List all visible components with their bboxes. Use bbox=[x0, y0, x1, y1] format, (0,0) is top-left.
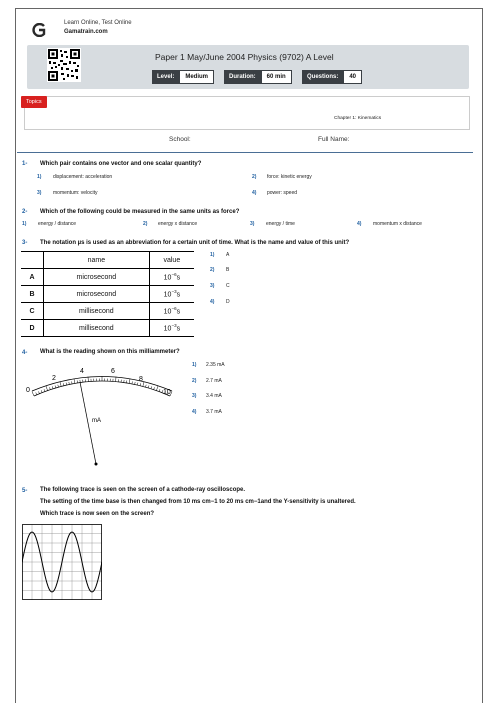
unit-value: $10^{-3}s$ bbox=[149, 320, 194, 337]
table-header-cell: value bbox=[149, 252, 194, 269]
unit-name: millisecond bbox=[44, 320, 150, 337]
row-label: D bbox=[21, 320, 44, 337]
option-number[interactable]: 2) bbox=[252, 174, 256, 180]
meter-unit-label: mA bbox=[92, 418, 101, 424]
brand-header[interactable] bbox=[24, 15, 244, 41]
option-text[interactable]: 3.4 mA bbox=[206, 393, 222, 399]
option-number[interactable]: 2) bbox=[192, 378, 196, 384]
option-text[interactable]: momentum: velocity bbox=[53, 190, 97, 196]
brand-tagline: Learn Online, Test Online bbox=[64, 20, 132, 26]
question-text: Which pair contains one vector and one scalar quantity? bbox=[40, 161, 201, 167]
question-text-line2: The setting of the time base is then changed from 10 ms cm−1 to 20 ms cm−1and the Y-sensitivity is unaltered. bbox=[40, 499, 356, 505]
scale-label-2: 2 bbox=[52, 375, 56, 382]
unit-value: $10^{-6}s$ bbox=[149, 269, 194, 286]
row-label: A bbox=[21, 269, 44, 286]
option-text[interactable]: 2.7 mA bbox=[206, 378, 222, 384]
option-number[interactable]: 1) bbox=[192, 362, 196, 368]
option-number[interactable]: 3) bbox=[37, 190, 41, 196]
unit-value: $10^{-6}s$ bbox=[149, 303, 194, 320]
topics-box bbox=[24, 96, 470, 130]
option-text[interactable]: 2.35 mA bbox=[206, 362, 225, 368]
gamatrain-logo-icon bbox=[32, 23, 46, 37]
option-number[interactable]: 3) bbox=[192, 393, 196, 399]
row-label: C bbox=[21, 303, 44, 320]
table-header-row bbox=[21, 252, 194, 269]
question-number: 2- bbox=[22, 209, 27, 215]
option-number[interactable]: 1) bbox=[22, 221, 26, 227]
table-row bbox=[21, 320, 194, 337]
option-text[interactable]: displacement: acceleration bbox=[53, 174, 112, 180]
duration-badge: Duration: 60 min bbox=[224, 70, 292, 84]
table-row bbox=[21, 286, 194, 303]
option-number[interactable]: 4) bbox=[192, 409, 196, 415]
chapter-label: Chapter 1: Kinematics bbox=[334, 116, 381, 121]
question-text: The following trace is seen on the screen of a cathode-ray oscilloscope. bbox=[40, 487, 245, 493]
level-badge: Level: Medium bbox=[152, 70, 214, 84]
scale-label-0: 0 bbox=[26, 387, 30, 394]
question-number: 4- bbox=[22, 350, 27, 356]
option-text[interactable]: 3.7 mA bbox=[206, 409, 222, 415]
option-text[interactable]: momentum x distance bbox=[373, 221, 422, 227]
question-number: 1- bbox=[22, 161, 27, 167]
oscilloscope-trace-diagram bbox=[22, 524, 102, 600]
option-text[interactable]: C bbox=[226, 283, 230, 289]
scale-label-10: 10 bbox=[163, 389, 171, 396]
table-header-cell: name bbox=[44, 252, 150, 269]
questions-badge: Questions: 40 bbox=[302, 70, 362, 84]
table-row bbox=[21, 303, 194, 320]
question-number: 3- bbox=[22, 240, 27, 246]
scale-label-6: 6 bbox=[111, 368, 115, 375]
option-text[interactable]: A bbox=[226, 252, 229, 258]
school-field-label: School: bbox=[169, 136, 191, 143]
unit-value: $10^{-3}s$ bbox=[149, 286, 194, 303]
option-text[interactable]: power: speed bbox=[267, 190, 297, 196]
option-number[interactable]: 2) bbox=[210, 267, 214, 273]
unit-table bbox=[21, 251, 194, 337]
brand-site[interactable]: Gamatrain.com bbox=[64, 29, 108, 35]
scale-label-4: 4 bbox=[80, 368, 84, 375]
unit-name: microsecond bbox=[44, 269, 150, 286]
option-number[interactable]: 1) bbox=[37, 174, 41, 180]
full-name-field-label: Full Name: bbox=[318, 136, 349, 143]
milliammeter-diagram bbox=[22, 366, 182, 470]
question-text: Which of the following could be measured in the same units as force? bbox=[40, 209, 239, 215]
option-number[interactable]: 2) bbox=[143, 221, 147, 227]
option-number[interactable]: 1) bbox=[210, 252, 214, 258]
scale-label-8: 8 bbox=[139, 376, 143, 383]
qr-code-icon bbox=[47, 48, 81, 82]
option-number[interactable]: 4) bbox=[210, 299, 214, 305]
option-number[interactable]: 3) bbox=[250, 221, 254, 227]
option-text[interactable]: energy / distance bbox=[38, 221, 76, 227]
option-number[interactable]: 3) bbox=[210, 283, 214, 289]
option-number[interactable]: 4) bbox=[252, 190, 256, 196]
question-text: The notation µs is used as an abbreviation for a certain unit of time. What is the name and value of this unit? bbox=[40, 240, 349, 246]
unit-name: millisecond bbox=[44, 303, 150, 320]
option-text[interactable]: energy x distance bbox=[158, 221, 197, 227]
topics-tag[interactable]: Topics bbox=[21, 96, 47, 108]
option-text[interactable]: D bbox=[226, 299, 230, 305]
unit-name: microsecond bbox=[44, 286, 150, 303]
question-text-line3: Which trace is now seen on the screen? bbox=[40, 511, 154, 517]
option-text[interactable]: energy / time bbox=[266, 221, 295, 227]
table-header-cell bbox=[21, 252, 44, 269]
question-number: 5- bbox=[22, 488, 27, 494]
table-row bbox=[21, 269, 194, 286]
option-number[interactable]: 4) bbox=[357, 221, 361, 227]
option-text[interactable]: B bbox=[226, 267, 229, 273]
divider bbox=[17, 152, 473, 153]
question-text: What is the reading shown on this milliammeter? bbox=[40, 349, 180, 355]
option-text[interactable]: force: kinetic energy bbox=[267, 174, 312, 180]
row-label: B bbox=[21, 286, 44, 303]
paper-title: Paper 1 May/June 2004 Physics (9702) A Level bbox=[155, 52, 334, 62]
